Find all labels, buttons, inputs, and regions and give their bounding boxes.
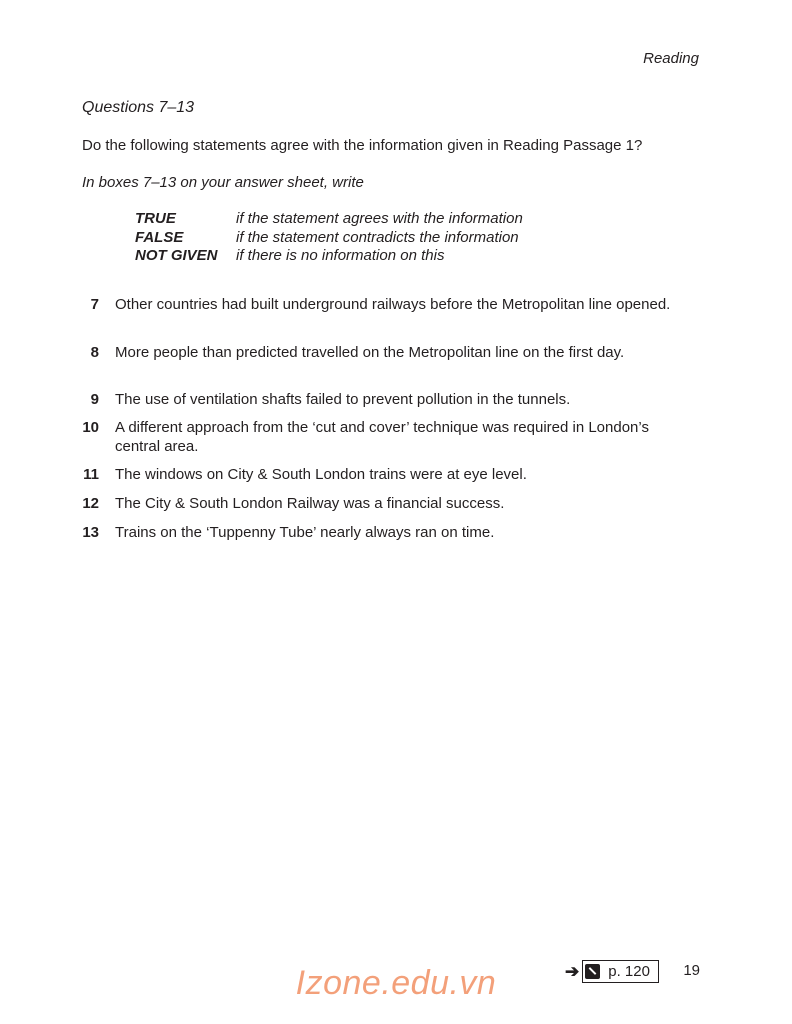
key-row-false <box>135 229 523 248</box>
question-text: Other countries had built underground railways before the Metropolitan line opened. <box>115 296 671 313</box>
question-item <box>80 418 690 456</box>
answer-instruction: In boxes 7–13 on your answer sheet, write <box>82 174 364 191</box>
question-text: The City & South London Railway was a financial success. <box>115 495 505 512</box>
question-item <box>80 343 690 362</box>
question-text: Trains on the ‘Tuppenny Tube’ nearly always ran on time. <box>115 524 495 541</box>
reference-page: p. 120 <box>608 963 650 980</box>
questions-heading: Questions 7–13 <box>82 99 195 116</box>
key-term: NOT GIVEN <box>135 247 218 264</box>
question-number: 9 <box>90 391 99 408</box>
question-number: 7 <box>90 296 99 313</box>
question-number: 13 <box>82 524 99 541</box>
key-meaning: if the statement contradicts the information <box>236 228 519 246</box>
question-item <box>80 295 690 314</box>
answer-key-table <box>135 210 523 266</box>
page-number: 19 <box>683 962 700 979</box>
section-label: Reading <box>643 50 699 67</box>
key-row-not-given <box>135 247 523 266</box>
question-item <box>80 465 690 484</box>
key-meaning: if there is no information on this <box>236 247 445 264</box>
question-number: 8 <box>90 344 99 361</box>
key-term: FALSE <box>135 228 184 246</box>
question-number: 12 <box>82 495 99 512</box>
right-arrow-icon: ➔ <box>565 961 580 981</box>
question-text: The use of ventilation shafts failed to prevent pollution in the tunnels. <box>115 391 571 408</box>
key-term: TRUE <box>135 210 176 227</box>
question-text: A different approach from the ‘cut and cover’ technique was required in London’s central area. <box>115 419 649 455</box>
question-text: More people than predicted travelled on the Metropolitan line on the first day. <box>115 344 625 361</box>
watermark: Izone.edu.vn <box>295 964 497 1002</box>
question-item <box>80 523 690 542</box>
key-meaning: if the statement agrees with the information <box>236 210 523 227</box>
question-text: The windows on City & South London trains were at eye level. <box>115 466 527 483</box>
question-item <box>80 390 690 409</box>
question-number: 10 <box>82 419 99 436</box>
question-number: 11 <box>83 466 99 483</box>
key-row-true <box>135 210 523 229</box>
instruction-text: Do the following statements agree with the information given in Reading Passage 1? <box>82 137 643 154</box>
question-item <box>80 494 690 513</box>
